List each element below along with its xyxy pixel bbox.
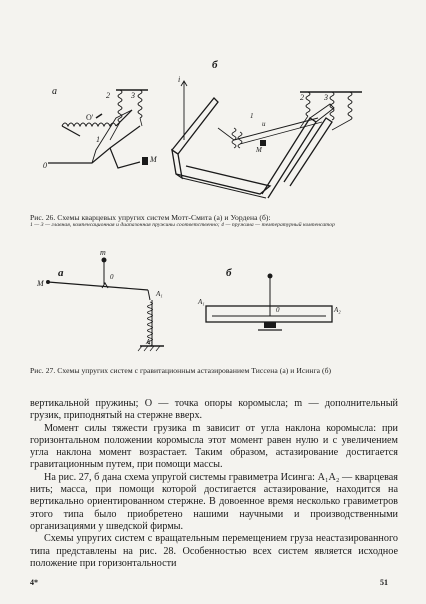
fig26-label-0: 0 — [43, 161, 47, 170]
figure-26-caption — [30, 213, 398, 229]
fig26-label-1: 1 — [96, 135, 100, 144]
figure-26 — [0, 0, 426, 210]
fig27-label-b: б — [226, 267, 232, 279]
paragraph-1: вертикальной пружины; О — точка опоры коромысла; m — дополнительный грузик, приподнятый на стержне вверх. — [30, 398, 398, 422]
paragraph-2: Момент силы тяжести грузика m зависит от угла наклона коромысла: при горизонтальном положении коромысла этот момент равен нулю и с увеличением угла наклона момент возрастает. Таким образом, астазирование достигается гравитационным путем, при помощи массы. — [30, 422, 398, 471]
fig26-label-2: 2 — [106, 91, 110, 100]
fig26-label-oprime: О' — [86, 113, 94, 122]
figure-26-caption-note: 1 — 3 — главная, компенсационная и диапазонная пружины соответственно; 4 — пружина — температурный компенсатор — [30, 222, 335, 229]
fig27-label-A2-left: A₂ — [146, 338, 153, 346]
fig26b-label-2: 2 — [300, 93, 304, 102]
body-text — [30, 398, 398, 570]
signature-mark: 4* — [30, 578, 38, 587]
figure-27-caption: Рис. 27. Схемы упругих систем с гравитационным астазированием Тиссена (а) и Исинга (б) — [30, 366, 332, 375]
paragraph-3: На рис. 27, б дана схема упругой системы гравиметра Исинга: A₁A₂ — кварцевая нить; масса, при помощи которой достигается астазирование, находится на вертикально ориентированном стержне. В довоенное время несколько гравиметров этого типа было приобретено нашими научными и производственными организациями у шведской фирмы. — [30, 471, 398, 532]
fig26-label-b: б — [212, 59, 218, 71]
figure-27a-diagram — [46, 258, 164, 352]
fig27-label-A2-right: A₂ — [334, 306, 341, 314]
fig27-label-0-left: 0 — [110, 273, 114, 281]
fig27-label-M: М — [37, 279, 44, 288]
fig26b-label-1: 1 — [250, 112, 254, 120]
fig27-label-0-right: 0 — [276, 306, 280, 314]
figure-27b-diagram — [206, 274, 332, 331]
fig26b-label-M: М — [256, 146, 262, 154]
fig26-label-a: а — [52, 86, 57, 97]
fig27-label-A1: A₁ — [156, 290, 163, 298]
fig26b-label-u: и — [262, 120, 266, 128]
fig26-label-i: i — [178, 75, 181, 84]
fig27-label-a: а — [58, 267, 64, 279]
figure-26a-diagram — [48, 90, 148, 168]
fig26-label-M: М — [150, 155, 157, 164]
fig26-label-3: 3 — [131, 91, 135, 100]
fig27-label-m: m — [100, 248, 106, 257]
fig26b-label-3: 3 — [324, 93, 328, 102]
figure-27 — [0, 246, 426, 366]
page-number: 51 — [380, 578, 388, 587]
fig27-label-A1-right: A₁ — [198, 298, 205, 306]
paragraph-4: Схемы упругих систем с вращательным перемещением груза неастазированного типа представлены на рис. 28. Особенностью всех систем является исходное положение при горизонтальности — [30, 533, 398, 569]
figure-26-caption-main: Рис. 26. Схемы кварцевых упругих систем Мотт-Смита (а) и Уордена (б): — [30, 213, 271, 222]
figure-26b-diagram — [172, 81, 362, 198]
